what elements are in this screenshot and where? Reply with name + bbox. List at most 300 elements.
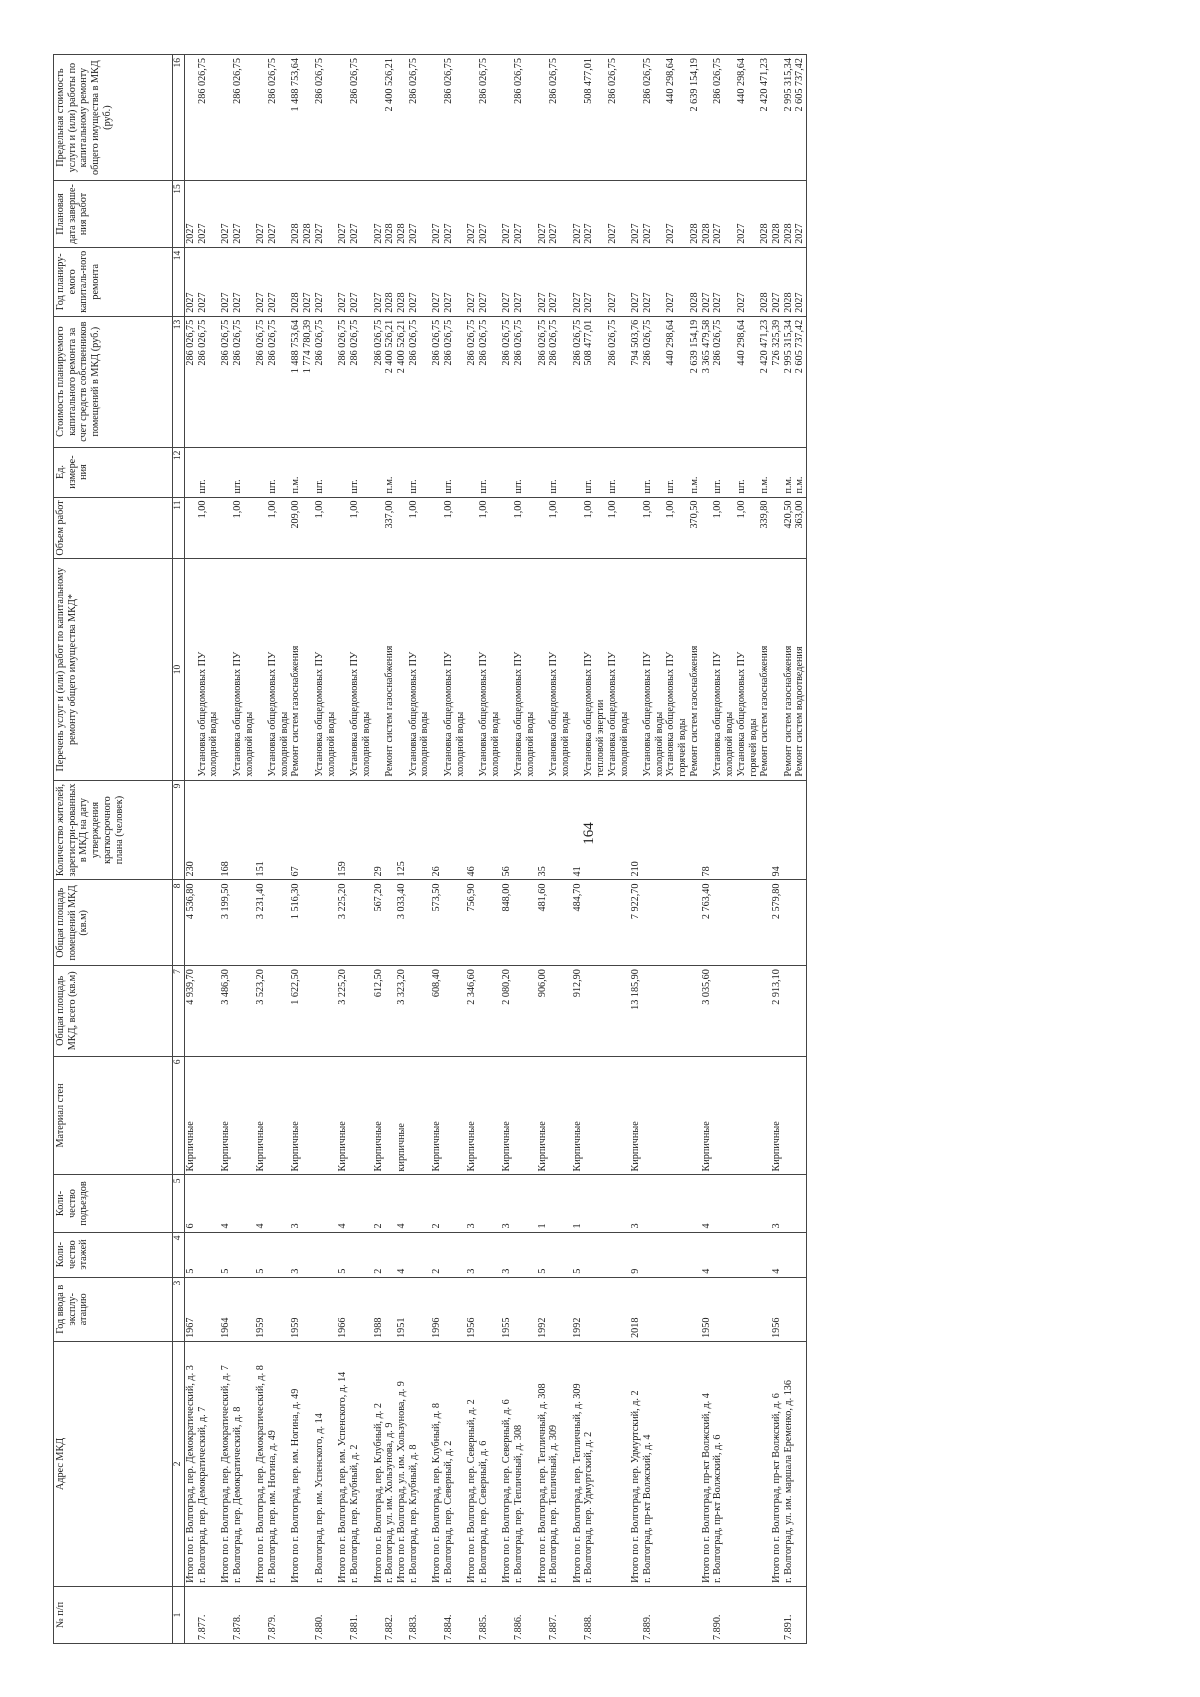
cell-volume xyxy=(220,497,232,559)
cell-no xyxy=(466,1586,478,1643)
cell-year: 2018 xyxy=(630,1277,642,1341)
cell-entrances: 3 xyxy=(501,1175,513,1232)
cell-end_date: 2028 xyxy=(384,181,396,248)
cell-works xyxy=(431,559,443,780)
cell-year xyxy=(232,1277,255,1341)
cell-floors xyxy=(583,1232,630,1277)
cell-area_total: 13 185,90 xyxy=(630,966,642,1056)
table-row xyxy=(443,55,466,1644)
cell-area_rooms xyxy=(384,880,396,966)
cell-limit: 286 026,75 440 298,64 2 420 471,23 xyxy=(712,55,771,181)
cell-no: 7.885. xyxy=(478,1586,501,1643)
cell-addr: г. Волгоград, пер. Удмуртский, д. 2 xyxy=(583,1341,630,1586)
cell-residents xyxy=(197,780,220,880)
cell-unit: шт. шт. п.м. xyxy=(642,447,701,497)
cell-area_rooms xyxy=(443,880,466,966)
cell-addr: г. Волгоград, пр-кт Волжский, д. 6 xyxy=(712,1341,771,1586)
cell-wall xyxy=(548,1056,571,1175)
cell-end_date: 2027 xyxy=(408,181,431,248)
cell-residents: 78 xyxy=(701,780,713,880)
cell-no: 7.888. xyxy=(583,1586,630,1643)
cell-entrances: 1 xyxy=(572,1175,584,1232)
cell-end_date: 2027 xyxy=(337,181,349,248)
table-row xyxy=(197,55,220,1644)
cell-addr: г. Волгоград, пер. Северный, д. 2 xyxy=(443,1341,466,1586)
cell-plan_year: 2027 2027 xyxy=(583,247,630,316)
cell-end_date: 2027 xyxy=(501,181,513,248)
cell-floors xyxy=(267,1232,290,1277)
cell-year xyxy=(349,1277,372,1341)
cell-plan_year: 2027 xyxy=(255,247,267,316)
cell-limit: 286 026,75 xyxy=(408,55,431,181)
cell-unit: п.м. xyxy=(384,447,396,497)
cell-unit: шт. xyxy=(548,447,571,497)
cell-entrances xyxy=(712,1175,771,1232)
cell-area_total: 906,00 xyxy=(537,966,549,1056)
table-row-subtotal xyxy=(431,55,443,1644)
cell-cost: 286 026,75 xyxy=(337,316,349,447)
cell-limit xyxy=(373,55,385,181)
cell-no xyxy=(255,1586,267,1643)
cell-limit: 286 026,75 xyxy=(197,55,220,181)
cell-end_date: 2027 xyxy=(255,181,267,248)
cell-unit xyxy=(630,447,642,497)
cell-residents: 29 xyxy=(373,780,385,880)
cell-residents xyxy=(384,780,396,880)
cell-floors: 5 xyxy=(537,1232,549,1277)
cell-works: Ремонт систем газоснабжения xyxy=(384,559,396,780)
cell-cost: 2 400 526,21 xyxy=(384,316,396,447)
cell-works xyxy=(185,559,197,780)
cell-year: 1967 xyxy=(185,1277,197,1341)
cell-no xyxy=(630,1586,642,1643)
cell-limit: 286 026,75 xyxy=(443,55,466,181)
cell-end_date: 2027 xyxy=(267,181,290,248)
cell-addr: г. Волгоград, пер. им. Успенского, д. 14 xyxy=(314,1341,337,1586)
cell-volume: 337,00 xyxy=(384,497,396,559)
cell-plan_year: 2027 xyxy=(537,247,549,316)
cell-area_total: 3 323,20 xyxy=(396,966,408,1056)
cell-addr: Итого по г. Волгоград, ул. им. Хользунова, д. 9 xyxy=(396,1341,408,1586)
cell-floors: 5 xyxy=(185,1232,197,1277)
cell-year xyxy=(642,1277,701,1341)
cell-area_rooms: 567,20 xyxy=(373,880,385,966)
cell-residents: 56 xyxy=(501,780,513,880)
cell-plan_year: 2028 2027 xyxy=(783,247,807,316)
cell-no: 7.877. xyxy=(197,1586,220,1643)
cell-floors: 5 xyxy=(572,1232,584,1277)
cell-plan_year: 2027 xyxy=(572,247,584,316)
column-number: 13 xyxy=(173,316,185,447)
cell-entrances: 6 xyxy=(185,1175,197,1232)
table-row-subtotal xyxy=(701,55,713,1644)
cell-unit: шт. xyxy=(197,447,220,497)
cell-addr: Итого по г. Волгоград, пер. Тепличный, д. 308 xyxy=(537,1341,549,1586)
cell-plan_year: 2027 xyxy=(197,247,220,316)
cell-volume xyxy=(255,497,267,559)
cell-works xyxy=(255,559,267,780)
column-number: 8 xyxy=(173,880,185,966)
column-number: 15 xyxy=(173,181,185,248)
cell-cost: 286 026,75 xyxy=(349,316,372,447)
table-row-subtotal xyxy=(185,55,197,1644)
cell-plan_year: 2028 2027 xyxy=(290,247,313,316)
cell-cost: 286 026,75 xyxy=(501,316,513,447)
cell-works: Ремонт систем газоснабжения xyxy=(290,559,313,780)
cell-wall: Кирпичные xyxy=(185,1056,197,1175)
cell-area_total xyxy=(232,966,255,1056)
cell-works xyxy=(396,559,408,780)
cell-limit: 2 400 526,21 xyxy=(384,55,396,181)
cell-cost: 286 026,75 xyxy=(537,316,549,447)
cell-area_total: 2 080,20 xyxy=(501,966,513,1056)
cell-cost: 1 488 753,64 1 774 780,39 xyxy=(290,316,313,447)
column-number: 7 xyxy=(173,966,185,1056)
cell-year xyxy=(548,1277,571,1341)
cell-wall: Кирпичные xyxy=(373,1056,385,1175)
cell-area_rooms: 3 225,20 xyxy=(337,880,349,966)
column-header: Адрес МКД xyxy=(54,1341,173,1586)
cell-plan_year: 2027 2027 2028 xyxy=(712,247,771,316)
table-row xyxy=(349,55,372,1644)
table-row xyxy=(314,55,337,1644)
cell-wall xyxy=(443,1056,466,1175)
cell-entrances xyxy=(408,1175,431,1232)
cell-limit xyxy=(501,55,513,181)
column-header: Коли-чество подъездов xyxy=(54,1175,173,1232)
cell-area_rooms xyxy=(783,880,807,966)
cell-addr: г. Волгоград, ул. им. маршала Еременко, д. 136 xyxy=(783,1341,807,1586)
cell-area_rooms xyxy=(513,880,536,966)
cell-entrances xyxy=(513,1175,536,1232)
cell-cost: 286 026,75 xyxy=(408,316,431,447)
cell-unit xyxy=(431,447,443,497)
cell-wall xyxy=(583,1056,630,1175)
cell-cost: 286 026,75 xyxy=(255,316,267,447)
cell-wall xyxy=(712,1056,771,1175)
cell-area_total xyxy=(513,966,536,1056)
cell-works xyxy=(337,559,349,780)
cell-cost: 286 026,75 xyxy=(220,316,232,447)
cell-no: 7.884. xyxy=(443,1586,466,1643)
cell-limit xyxy=(337,55,349,181)
cell-volume xyxy=(373,497,385,559)
capital-repair-table xyxy=(53,54,807,1644)
cell-plan_year: 2027 xyxy=(630,247,642,316)
cell-unit xyxy=(373,447,385,497)
cell-limit: 286 026,75 440 298,64 2 639 154,19 xyxy=(642,55,701,181)
cell-floors xyxy=(513,1232,536,1277)
cell-no xyxy=(537,1586,549,1643)
cell-volume: 1,00 1,00 xyxy=(583,497,630,559)
cell-addr: г. Волгоград, пер. Клубный, д. 8 xyxy=(408,1341,431,1586)
cell-end_date: 2027 xyxy=(314,181,337,248)
cell-cost: 286 026,75 xyxy=(314,316,337,447)
cell-volume: 1,00 xyxy=(513,497,536,559)
cell-volume: 209,00 xyxy=(290,497,313,559)
cell-cost: 286 026,75 xyxy=(513,316,536,447)
cell-wall xyxy=(478,1056,501,1175)
cell-floors xyxy=(232,1232,255,1277)
cell-floors xyxy=(712,1232,771,1277)
cell-year xyxy=(712,1277,771,1341)
cell-residents xyxy=(349,780,372,880)
cell-end_date: 2028 xyxy=(701,181,713,248)
cell-end_date: 2027 2027 2028 xyxy=(642,181,701,248)
cell-year xyxy=(783,1277,807,1341)
cell-works xyxy=(501,559,513,780)
column-header: Материал стен xyxy=(54,1056,173,1175)
cell-year: 1992 xyxy=(537,1277,549,1341)
cell-volume xyxy=(630,497,642,559)
cell-works: Установка общедомовых ПУ холодной воды xyxy=(443,559,466,780)
cell-works: Установка общедомовых ПУ холодной воды xyxy=(197,559,220,780)
cell-floors: 2 xyxy=(431,1232,443,1277)
column-number: 12 xyxy=(173,447,185,497)
cell-addr: Итого по г. Волгоград, пер. Северный, д. 6 xyxy=(501,1341,513,1586)
cell-works: Установка общедомовых ПУ тепловой энергии Установка общедомовых ПУ холодной воды xyxy=(583,559,630,780)
cell-area_rooms xyxy=(267,880,290,966)
cell-area_rooms: 3 231,40 xyxy=(255,880,267,966)
column-number: 4 xyxy=(173,1232,185,1277)
cell-addr: Итого по г. Волгоград, пер. им. Успенского, д. 14 xyxy=(337,1341,349,1586)
cell-residents: 26 xyxy=(431,780,443,880)
cell-end_date: 2027 xyxy=(197,181,220,248)
cell-wall xyxy=(267,1056,290,1175)
cell-unit: шт. xyxy=(513,447,536,497)
cell-floors: 5 xyxy=(337,1232,349,1277)
cell-area_total xyxy=(349,966,372,1056)
column-number: 3 xyxy=(173,1277,185,1341)
cell-unit: шт. xyxy=(478,447,501,497)
cell-wall xyxy=(349,1056,372,1175)
cell-addr: г. Волгоград, пер. им. Ногина, д. 49 xyxy=(267,1341,290,1586)
cell-no xyxy=(771,1586,783,1643)
cell-limit xyxy=(396,55,408,181)
cell-entrances: 4 xyxy=(701,1175,713,1232)
cell-limit: 286 026,75 xyxy=(267,55,290,181)
cell-entrances: 3 xyxy=(630,1175,642,1232)
cell-residents xyxy=(548,780,571,880)
cell-limit xyxy=(572,55,584,181)
cell-addr: г. Волгоград, пер. Тепличный, д. 309 xyxy=(548,1341,571,1586)
cell-end_date: 2028 xyxy=(771,181,783,248)
cell-floors xyxy=(548,1232,571,1277)
cell-area_rooms: 3 199,50 xyxy=(220,880,232,966)
cell-area_total: 912,90 xyxy=(572,966,584,1056)
cell-end_date: 2027 xyxy=(232,181,255,248)
cell-entrances xyxy=(349,1175,372,1232)
cell-residents: 210 xyxy=(630,780,642,880)
cell-unit xyxy=(185,447,197,497)
cell-addr: Итого по г. Волгоград, пер. Удмуртский, д. 2 xyxy=(630,1341,642,1586)
cell-no xyxy=(431,1586,443,1643)
cell-wall: Кирпичные xyxy=(255,1056,267,1175)
cell-area_rooms: 7 922,70 xyxy=(630,880,642,966)
cell-unit xyxy=(771,447,783,497)
cell-plan_year: 2027 xyxy=(513,247,536,316)
cell-works xyxy=(537,559,549,780)
rotated-table-page xyxy=(53,54,1177,1644)
cell-unit: шт. xyxy=(267,447,290,497)
column-number: 2 xyxy=(173,1341,185,1586)
cell-entrances: 4 xyxy=(337,1175,349,1232)
cell-limit xyxy=(537,55,549,181)
cell-works xyxy=(220,559,232,780)
cell-plan_year: 2027 2027 2028 xyxy=(642,247,701,316)
cell-floors xyxy=(197,1232,220,1277)
cell-unit: п.м. п.м. xyxy=(783,447,807,497)
cell-volume: 1,00 xyxy=(443,497,466,559)
cell-limit: 2 995 315,34 2 605 737,42 xyxy=(783,55,807,181)
cell-residents: 151 xyxy=(255,780,267,880)
cell-unit: шт. шт. xyxy=(583,447,630,497)
cell-plan_year: 2027 xyxy=(771,247,783,316)
cell-entrances: 3 xyxy=(290,1175,313,1232)
cell-floors: 5 xyxy=(220,1232,232,1277)
cell-cost: 726 325,39 xyxy=(771,316,783,447)
column-number: 11 xyxy=(173,497,185,559)
column-header: Количество жителей, зарегистри-рованных в МКД на дату утверждения краткосрочного плана (человек) xyxy=(54,780,173,880)
cell-year xyxy=(583,1277,630,1341)
cell-volume: 1,00 xyxy=(478,497,501,559)
cell-residents xyxy=(232,780,255,880)
cell-addr: Итого по г. Волгоград, пер. Демократический, д. 8 xyxy=(255,1341,267,1586)
table-row-subtotal xyxy=(771,55,783,1644)
table-row xyxy=(783,55,807,1644)
cell-no: 7.882. xyxy=(384,1586,396,1643)
cell-addr: Итого по г. Волгоград, пер. Клубный, д. 2 xyxy=(373,1341,385,1586)
cell-area_rooms: 573,50 xyxy=(431,880,443,966)
column-header: Общая площадь помещений МКД (кв.м) xyxy=(54,880,173,966)
table-row xyxy=(478,55,501,1644)
cell-entrances xyxy=(232,1175,255,1232)
cell-area_rooms: 484,70 xyxy=(572,880,584,966)
cell-residents xyxy=(783,780,807,880)
cell-unit: шт. шт. п.м. xyxy=(712,447,771,497)
cell-no: 7.890. xyxy=(712,1586,771,1643)
cell-residents xyxy=(267,780,290,880)
cell-limit: 286 026,75 xyxy=(513,55,536,181)
table-row xyxy=(384,55,396,1644)
cell-entrances: 3 xyxy=(466,1175,478,1232)
cell-volume: 1,00 xyxy=(548,497,571,559)
cell-cost: 508 477,01 286 026,75 xyxy=(583,316,630,447)
cell-unit: шт. xyxy=(349,447,372,497)
cell-cost: 286 026,75 xyxy=(267,316,290,447)
cell-area_total xyxy=(712,966,771,1056)
cell-year xyxy=(197,1277,220,1341)
cell-limit xyxy=(771,55,783,181)
cell-limit xyxy=(255,55,267,181)
cell-year: 1996 xyxy=(431,1277,443,1341)
cell-no xyxy=(396,1586,408,1643)
cell-area_total: 2 913,10 xyxy=(771,966,783,1056)
cell-plan_year: 2027 xyxy=(466,247,478,316)
cell-unit: п.м. xyxy=(290,447,313,497)
cell-unit: шт. xyxy=(443,447,466,497)
cell-residents: 35 xyxy=(537,780,549,880)
cell-area_total xyxy=(408,966,431,1056)
table-row xyxy=(232,55,255,1644)
cell-area_total: 2 346,60 xyxy=(466,966,478,1056)
cell-cost: 286 026,75 xyxy=(548,316,571,447)
cell-wall xyxy=(513,1056,536,1175)
cell-end_date: 2027 xyxy=(513,181,536,248)
cell-cost: 286 026,75 xyxy=(431,316,443,447)
cell-unit xyxy=(337,447,349,497)
cell-wall xyxy=(197,1056,220,1175)
cell-wall xyxy=(408,1056,431,1175)
cell-end_date: 2027 xyxy=(572,181,584,248)
column-number-row xyxy=(173,55,185,1644)
cell-floors xyxy=(642,1232,701,1277)
cell-plan_year: 2027 xyxy=(548,247,571,316)
table-body xyxy=(185,55,807,1644)
cell-wall: кирпичные xyxy=(396,1056,408,1175)
column-number: 5 xyxy=(173,1175,185,1232)
cell-area_rooms: 481,60 xyxy=(537,880,549,966)
cell-no xyxy=(290,1586,313,1643)
cell-volume xyxy=(537,497,549,559)
cell-works xyxy=(373,559,385,780)
cell-area_total: 608,40 xyxy=(431,966,443,1056)
cell-entrances: 4 xyxy=(220,1175,232,1232)
cell-addr: Итого по г. Волгоград, пер. Северный, д. 2 xyxy=(466,1341,478,1586)
table-row xyxy=(408,55,431,1644)
cell-area_rooms: 2 763,40 xyxy=(701,880,713,966)
cell-wall xyxy=(642,1056,701,1175)
cell-plan_year: 2028 xyxy=(396,247,408,316)
column-header: Плановая дата заверше-ния работ xyxy=(54,181,173,248)
cell-wall: Кирпичные xyxy=(431,1056,443,1175)
cell-residents: 125 xyxy=(396,780,408,880)
cell-works: Установка общедомовых ПУ холодной воды xyxy=(267,559,290,780)
cell-floors: 2 xyxy=(373,1232,385,1277)
column-number: 1 xyxy=(173,1586,185,1643)
cell-cost: 286 026,75 xyxy=(478,316,501,447)
cell-residents xyxy=(513,780,536,880)
cell-residents: 67 xyxy=(290,780,313,880)
cell-works xyxy=(572,559,584,780)
cell-no xyxy=(337,1586,349,1643)
cell-end_date: 2027 xyxy=(537,181,549,248)
column-header: Год ввода в эксплу-атацию xyxy=(54,1277,173,1341)
cell-unit xyxy=(220,447,232,497)
cell-floors xyxy=(443,1232,466,1277)
cell-end_date: 2027 xyxy=(478,181,501,248)
cell-unit xyxy=(466,447,478,497)
cell-end_date: 2028 xyxy=(396,181,408,248)
table-row-subtotal xyxy=(630,55,642,1644)
cell-residents xyxy=(314,780,337,880)
cell-area_total xyxy=(642,966,701,1056)
cell-entrances xyxy=(384,1175,396,1232)
cell-residents: 230 xyxy=(185,780,197,880)
cell-area_rooms xyxy=(408,880,431,966)
cell-area_total xyxy=(783,966,807,1056)
cell-limit xyxy=(431,55,443,181)
cell-entrances xyxy=(783,1175,807,1232)
cell-cost: 3 365 479,58 xyxy=(701,316,713,447)
cell-area_rooms: 3 033,40 xyxy=(396,880,408,966)
cell-floors xyxy=(314,1232,337,1277)
cell-unit xyxy=(572,447,584,497)
cell-end_date: 2028 2028 xyxy=(290,181,313,248)
cell-limit: 286 026,75 xyxy=(349,55,372,181)
cell-year: 1956 xyxy=(466,1277,478,1341)
cell-floors xyxy=(349,1232,372,1277)
